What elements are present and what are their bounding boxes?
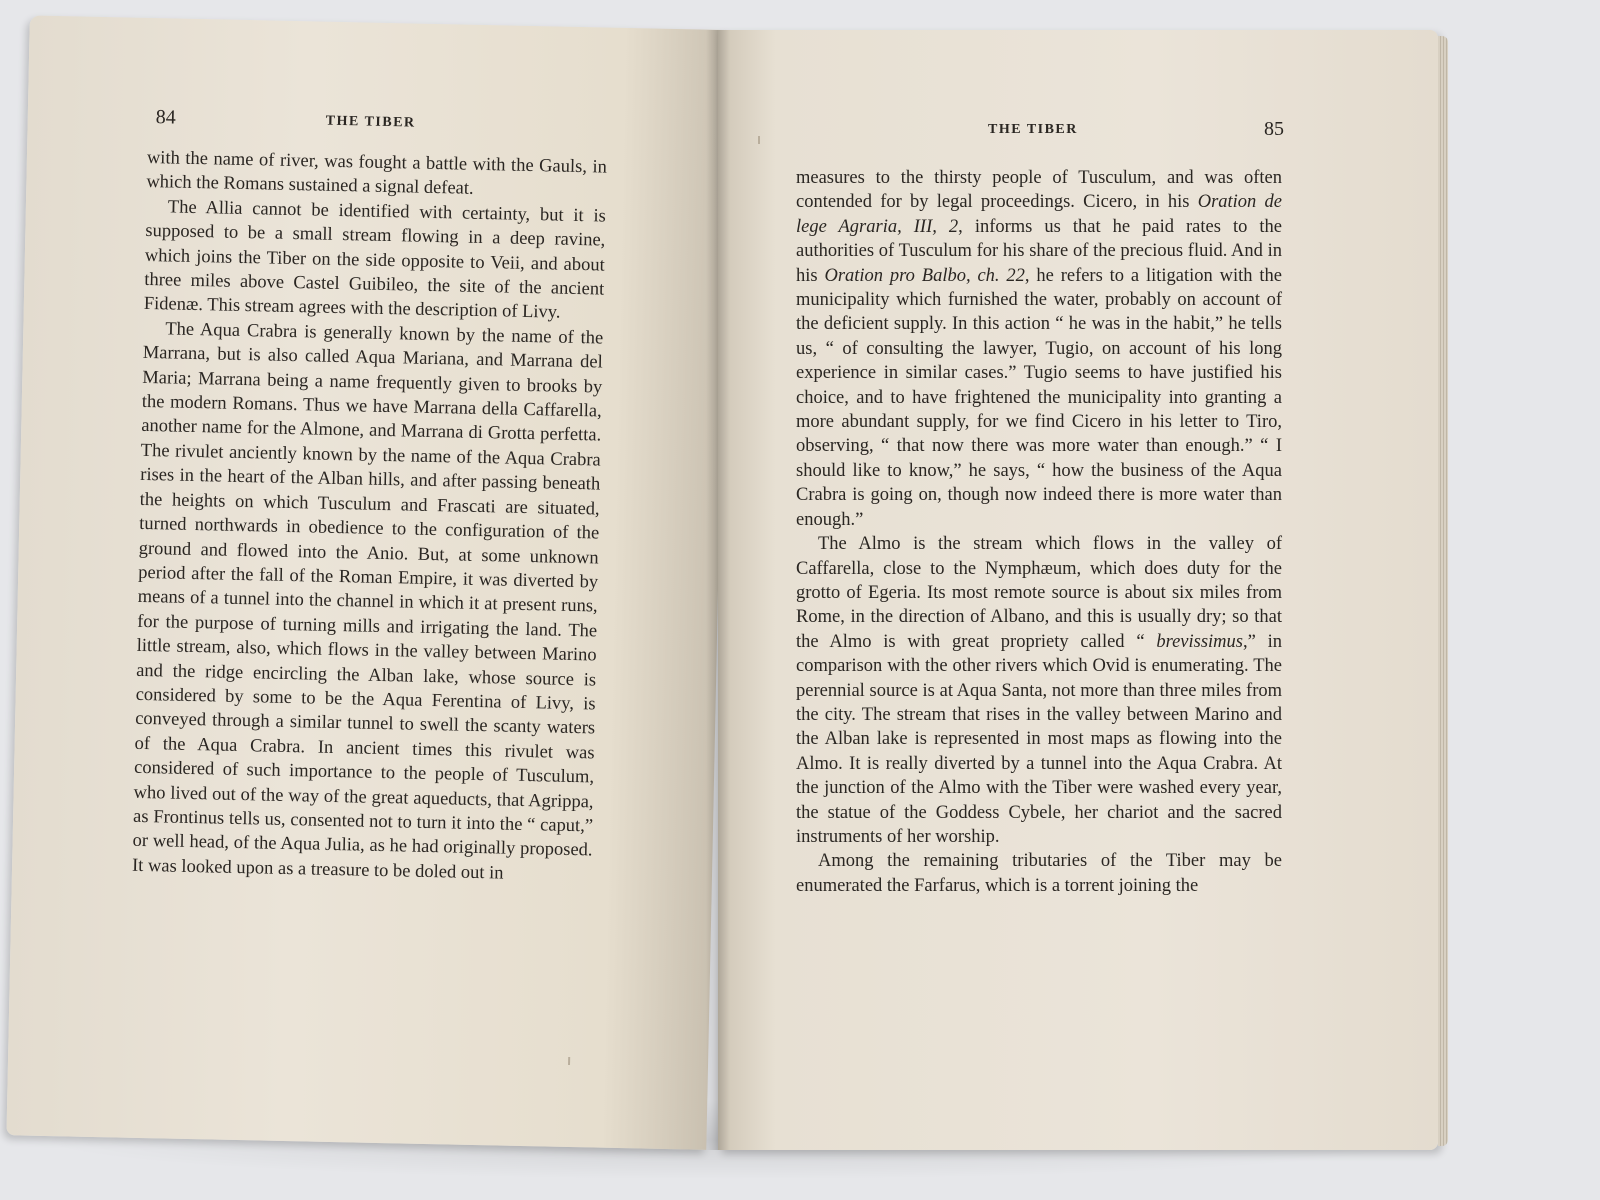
text-run: The Almo is the stream which flows in the valley of Caffarella, close to the Nymphæum, which does duty for the grotto of Egeria. Its most remote source is about six miles from Rome, in the direction of Albano, and this is usually dry; so that the Almo is with great propriety called “ (796, 534, 1282, 652)
running-head: THE TIBER (988, 122, 1078, 137)
paragraph: The Allia cannot be identified with certainty, but it is supposed to be a small stream flowing in a deep ravine, which joins the Tiber on the side opposite to Veii, and about three miles above Castel Guibileo, the site of the ancient Fidenæ. This stream agrees with the description of Livy. (143, 197, 607, 324)
italic-citation: Oration de lege Agraria, III, 2 (796, 192, 1282, 237)
page-body-text (132, 146, 607, 888)
paper-speck (758, 136, 760, 144)
left-page (6, 15, 729, 1149)
text-run: measures to the thirsty people of Tusculum, and was often contended for by legal proceedings. Cicero, in his (796, 168, 1282, 213)
paper-speck (568, 1057, 570, 1065)
text-run: ,” in comparison with the other rivers which Ovid is enumerating. The perennial source is at Aqua Santa, not more than three miles from the city. The stream that rises in the valley between Marino and the Alban lake is represented in most maps as flowing into the Almo. It is really diverted by a tunnel into the Aqua Crabra. At the junction of the Almo with the Tiber were washed every year, the statue of the Goddess Cybele, her chariot and the sacred instruments of her worship. (796, 631, 1283, 847)
page-number: 85 (1264, 118, 1284, 140)
page-number: 84 (155, 106, 177, 129)
paragraph: Among the remaining tributaries of the Tiber may be enumerated the Farfarus, which is a torrent joining the (796, 851, 1282, 896)
text-run: , informs us that he paid rates to the authorities of Tusculum for his share of the precious fluid. And in his (796, 216, 1282, 286)
text-run: , he refers to a litigation with the municipality which furnished the water, probably on account of the deficient supply. In this action “ he was in the habit,” he tells us, “ of consulting the lawyer, Tugio, on account of his long experience in similar cases.” Tugio seems to have justified his choice, and to have frightened the municipality into granting a more abundant supply, for we find Cicero in his letter to Tiro, observing, “ that now there was more water than enough.” “ I should like to know,” he says, “ how the business of the Aqua Crabra is going on, though now indeed there is more water than enough.” (796, 265, 1282, 530)
right-page (718, 30, 1438, 1150)
open-book (18, 30, 1450, 1170)
book-gutter (706, 30, 730, 1150)
italic-word: brevissimus (1156, 631, 1243, 652)
paragraph (796, 532, 1282, 849)
page-body-text (796, 166, 1282, 898)
paragraph (796, 166, 1282, 532)
running-head: THE TIBER (325, 113, 416, 131)
paragraph: with the name of river, was fought a battle with the Gauls, in which the Romans sustained a signal defeat. (146, 147, 608, 200)
page-edges (1438, 36, 1448, 1146)
paragraph: The Aqua Crabra is generally known by the name of the Marrana, but is also called Aqua Mariana, and Marrana del Maria; Marrana being a name frequently given to brooks by the modern Romans. Thus we have Marrana della Caffarella, another name for the Almone, and Marrana di Grotta perfetta. The rivulet anciently known by the name of the Aqua Crabra rises in the heart of the Alban hills, and after passing beneath the heights on which Tusculum and Frascati are situated, turned northwards in obedience to the configuration of the ground and flowed into the Anio. But, at some unknown period after the fall of the Roman Empire, it was diverted by means of a tunnel into the channel in which it at present runs, for the purpose of turning mills and irrigating the land. The little stream, also, which flows in the valley between Marino and the ridge encircling the Alban lake, whose source is considered by some to be the Aqua Ferentina of Livy, is conveyed through a similar tunnel to swell the scanty waters of the Aqua Crabra. In ancient times this rivulet was considered of such importance to the people of Tusculum, who lived out of the way of the great aqueducts, that Agrippa, as Frontinus tells us, consented not to turn it into the “ caput,” or well head, of the Aqua Julia, as he had originally proposed. It was looked upon as a treasure to be doled out in (131, 319, 604, 884)
italic-citation: Oration pro Balbo, ch. 22 (824, 265, 1025, 286)
